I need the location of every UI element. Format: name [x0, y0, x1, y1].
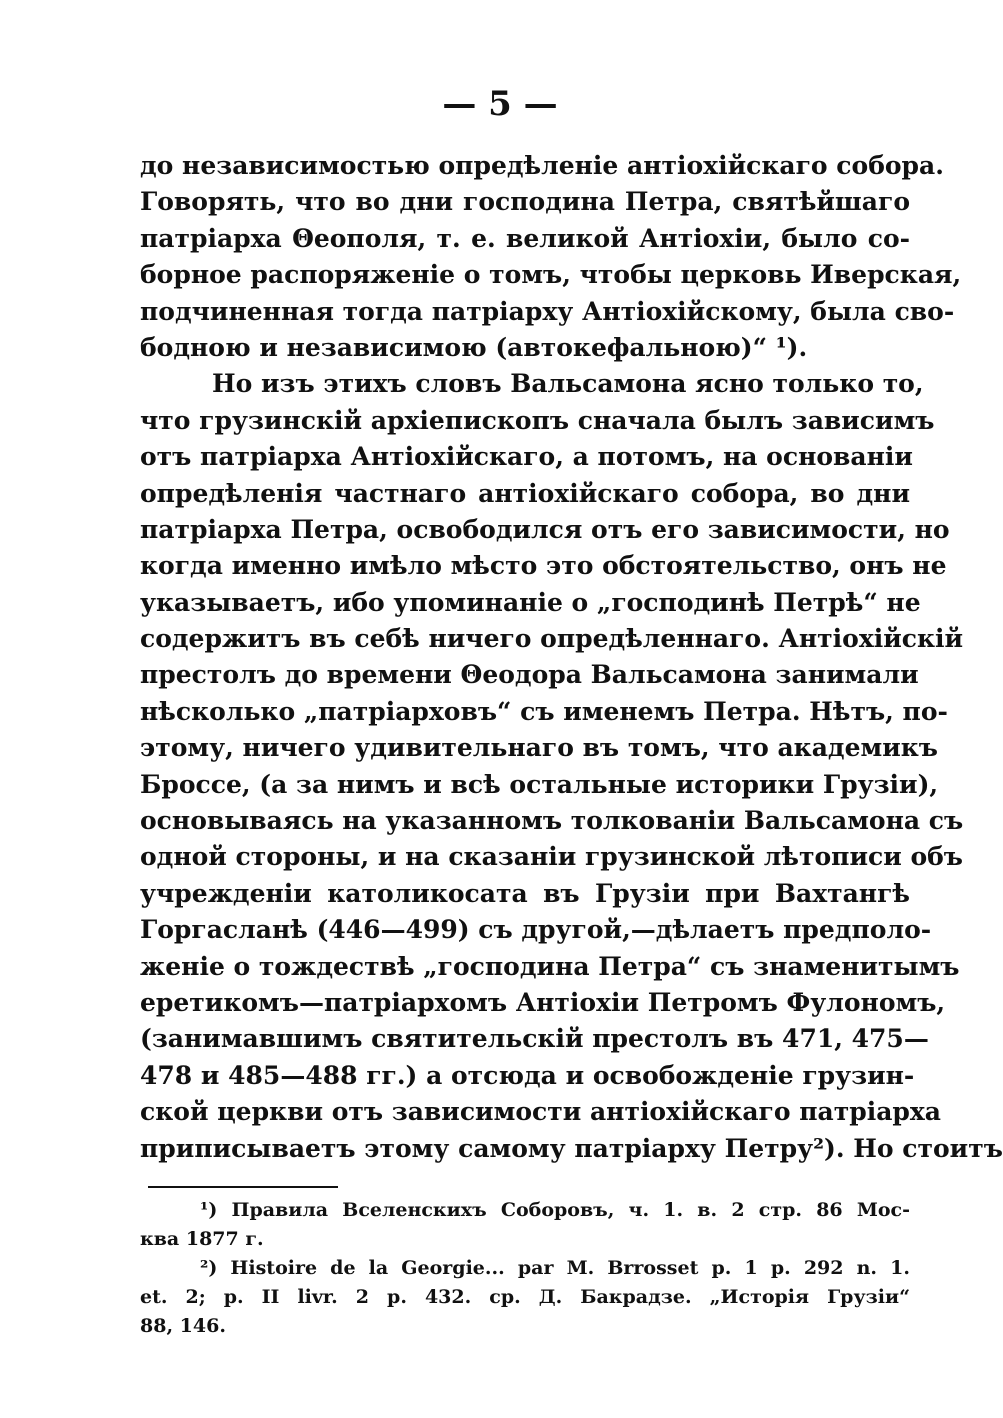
body-line: подчиненная тогда патріарху Антіохійскому, была сво- [140, 296, 955, 326]
body-line: патріарха Θеополя, т. е. великой Антіохіи, было со- [140, 223, 910, 253]
body-line: Но изъ этихъ словъ Вальсамона ясно только то, [212, 369, 924, 399]
footnote-line: 88, 146. [140, 1315, 226, 1337]
body-line: указываетъ, ибо упоминаніе о „господинѣ Петрѣ“ не [140, 587, 921, 617]
body-line: когда именно имѣло мѣсто это обстоятельство, онъ не [140, 551, 947, 581]
body-line: бодною и независимою (автокефальною)“ ¹). [140, 332, 808, 362]
body-line: борное распоряженіе о томъ, чтобы церковь Иверская, [140, 260, 962, 290]
body-line: ской церкви отъ зависимости антіохійскаго патріарха [140, 1097, 941, 1127]
body-line: учрежденіи католикосата въ Грузіи при Вахтангѣ [140, 878, 910, 908]
body-line: опредѣленія частнаго антіохійскаго собора, во дни [140, 478, 910, 508]
body-line: отъ патріарха Антіохійскаго, а потомъ, на основаніи [140, 442, 913, 472]
body-line: нѣсколько „патріарховъ“ съ именемъ Петра. Нѣтъ, по- [140, 696, 948, 726]
footnotes [140, 1196, 910, 1341]
body-line: основываясь на указанномъ толкованіи Вальсамона съ [140, 806, 964, 836]
body-line: до независимостью опредѣленіе антіохійскаго собора. [140, 151, 944, 180]
footnote-divider [148, 1186, 338, 1188]
body-line: Говорять, что во дни господина Петра, святѣйшаго [140, 187, 910, 217]
body-line: патріарха Петра, освободился отъ его зависимости, но [140, 514, 950, 544]
body-line: женіе о тождествѣ „господина Петра“ съ знаменитымъ [140, 951, 960, 981]
body-line: (занимавшимъ святительскій престолъ въ 471, 475— [140, 1024, 929, 1054]
body-line: Броссе, (а за нимъ и всѣ остальные историки Грузіи), [140, 769, 939, 799]
body-line: Горгасланѣ (446—499) съ другой,—дѣлаетъ предполо- [140, 915, 932, 945]
body-line: приписываетъ этому самому патріарху Петру²). Но стоитъ [140, 1133, 1003, 1163]
footnote-line: et. 2; p. II livr. 2 p. 432. ср. Д. Бакрадзе. „Исторія Грузіи“ [140, 1286, 910, 1308]
footnote-line: ква 1877 г. [140, 1228, 264, 1250]
body-line: еретикомъ—патріархомъ Антіохіи Петромъ Фулономъ, [140, 987, 946, 1017]
body-text [140, 148, 1003, 1167]
footnote-line: ²) Histoire de la Georgie... par M. Brrosset p. 1 p. 292 n. 1. [200, 1257, 910, 1279]
body-line: содержитъ въ себѣ ничего опредѣленнаго. Антіохійскій [140, 624, 964, 654]
body-line: престолъ до времени Θеодора Вальсамона занимали [140, 660, 919, 690]
footnote-line: ¹) Правила Вселенскихъ Соборовъ, ч. 1. в. 2 стр. 86 Мос- [200, 1199, 910, 1221]
body-line: этому, ничего удивительнаго въ томъ, что академикъ [140, 733, 938, 763]
body-line: одной стороны, и на сказаніи грузинской лѣтописи объ [140, 842, 963, 872]
page-number: — 5 — [442, 84, 558, 124]
body-line: 478 и 485—488 гг.) а отсюда и освобожденіе грузин- [140, 1060, 915, 1090]
body-line: что грузинскій архіепископъ сначала былъ зависимъ [140, 405, 935, 435]
